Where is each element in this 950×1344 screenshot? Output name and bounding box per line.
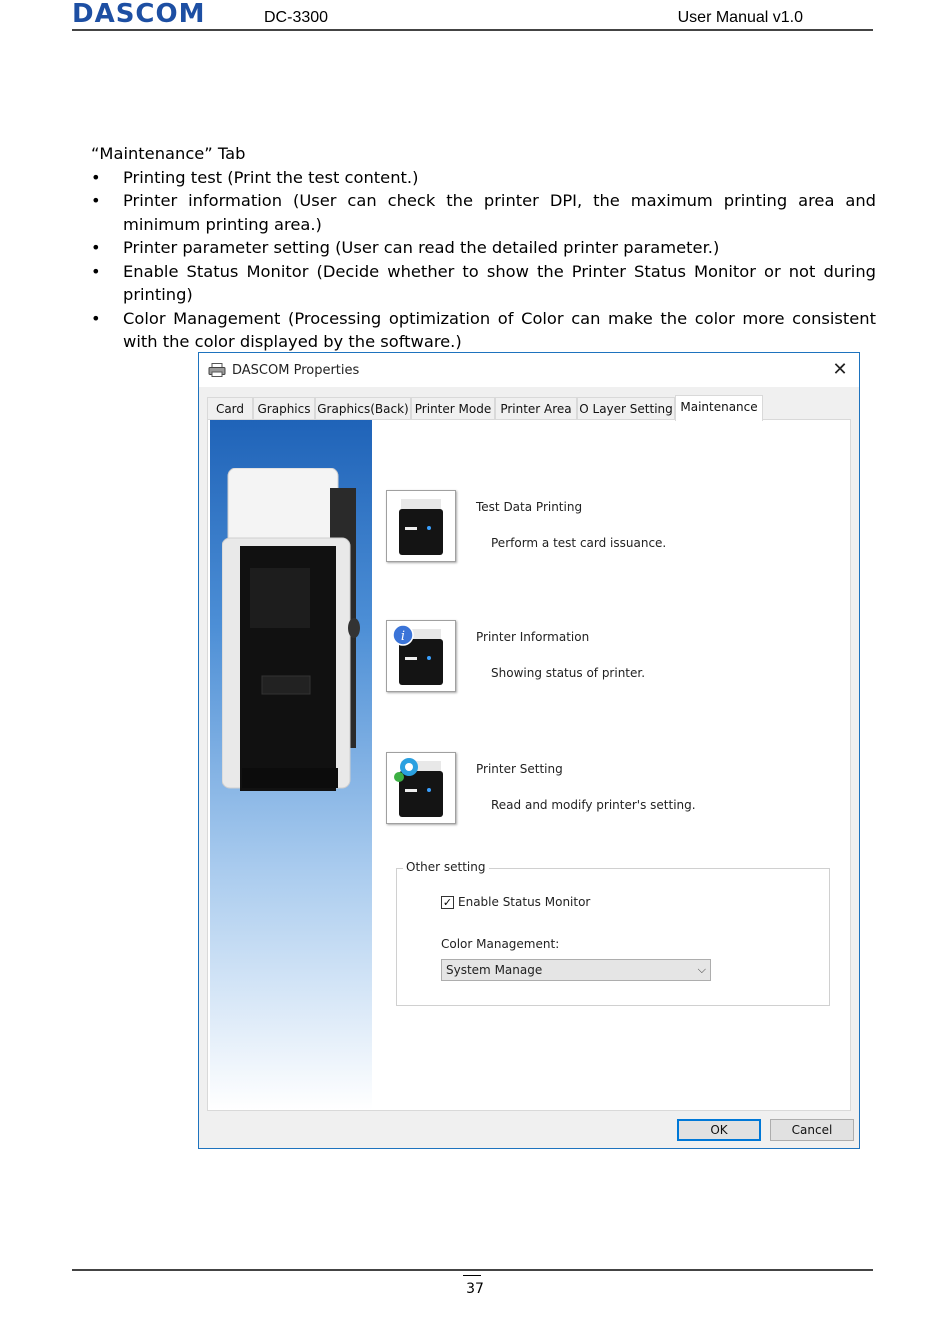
svg-text:i: i: [400, 629, 406, 644]
manual-version: User Manual v1.0: [677, 9, 803, 26]
option-title: Test Data Printing: [476, 500, 583, 514]
footer-divider: [72, 1269, 873, 1271]
dialog-title: DASCOM Properties: [232, 363, 360, 378]
footer-dash: [463, 1275, 481, 1276]
option-title: Printer Setting: [476, 762, 563, 776]
select-value: System Manage: [446, 963, 543, 977]
enable-status-monitor-checkbox[interactable]: ✓: [442, 896, 453, 909]
color-management-label: Color Management:: [441, 937, 560, 951]
option-title: Printer Information: [476, 630, 590, 644]
maintenance-panel: [207, 419, 851, 1111]
list-item: • Printing test (Print the test content.): [91, 166, 876, 190]
option-description: Showing status of printer.: [491, 666, 646, 680]
option-description: Perform a test card issuance.: [491, 536, 667, 550]
printer-info-icon[interactable]: [386, 620, 456, 692]
tab-printer-area[interactable]: Printer Area: [495, 397, 577, 419]
side-gradient: [210, 420, 372, 1110]
list-item: • Color Management (Processing optimization of Color can make the color more consistent with the color displayed by the software.): [91, 307, 876, 354]
tab-graphics-back[interactable]: Graphics(Back): [315, 397, 411, 419]
group-legend: Other setting: [403, 860, 489, 874]
dascom-logo: DASCOM: [72, 0, 206, 29]
close-icon[interactable]: ✕: [832, 359, 848, 380]
tab-printer-mode[interactable]: Printer Mode: [411, 397, 495, 419]
header-divider: [72, 29, 873, 31]
model-name: DC-3300: [264, 9, 329, 26]
list-item: • Printer parameter setting (User can read the detailed printer parameter.): [91, 236, 876, 260]
tab-card[interactable]: Card: [207, 397, 253, 419]
section-text: [91, 142, 876, 354]
option-description: Read and modify printer's setting.: [491, 798, 696, 812]
feature-list: [91, 166, 876, 354]
printer-information-option[interactable]: [386, 620, 806, 700]
printer-title-icon: [208, 363, 226, 377]
title-bar[interactable]: [199, 353, 859, 387]
other-setting-group: [396, 860, 830, 1006]
properties-dialog: [198, 352, 860, 1149]
tab-o-layer-setting[interactable]: O Layer Setting: [577, 397, 675, 419]
printer-icon[interactable]: [386, 490, 456, 562]
printer-setting-option[interactable]: [386, 752, 806, 832]
color-management-select[interactable]: [441, 959, 711, 981]
cancel-button[interactable]: Cancel: [770, 1119, 854, 1141]
page-number: 37: [466, 1281, 484, 1297]
card-printer-image: [222, 468, 366, 798]
checkbox-label: Enable Status Monitor: [458, 895, 591, 909]
printer-settings-icon[interactable]: [386, 752, 456, 824]
tab-graphics[interactable]: Graphics: [253, 397, 315, 419]
list-item: • Enable Status Monitor (Decide whether to show the Printer Status Monitor or not during printing): [91, 260, 876, 307]
chevron-down-icon: ⌵: [697, 963, 706, 976]
list-item: • Printer information (User can check the printer DPI, the maximum printing area and minimum printing area.): [91, 189, 876, 236]
page-header: [72, 0, 873, 32]
ok-button[interactable]: OK: [677, 1119, 761, 1141]
tab-maintenance[interactable]: Maintenance: [675, 395, 763, 421]
test-data-printing-option[interactable]: [386, 490, 806, 570]
section-heading: “Maintenance” Tab: [91, 144, 246, 163]
